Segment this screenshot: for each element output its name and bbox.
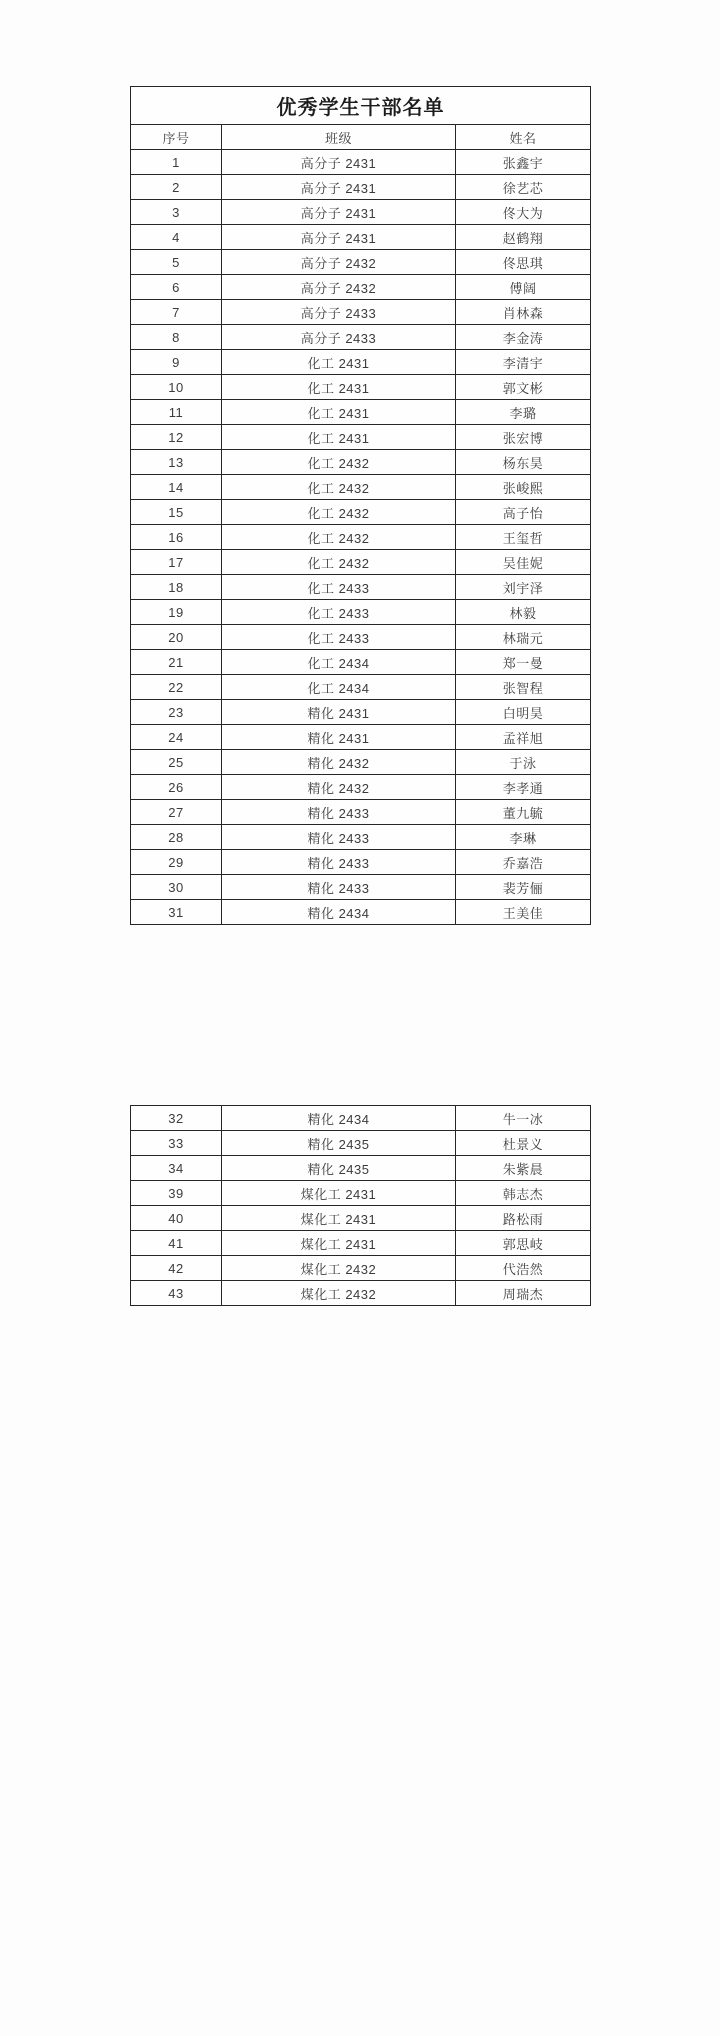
table-row (131, 350, 591, 375)
cell-student-name: 于泳 (456, 750, 591, 775)
cell-student-name: 张峻熙 (456, 475, 591, 500)
table-row (131, 1181, 591, 1206)
cell-student-name: 林毅 (456, 600, 591, 625)
table-body (131, 1106, 591, 1306)
cell-class: 高分子 2432 (222, 250, 456, 275)
cell-student-name: 代浩然 (456, 1256, 591, 1281)
cell-student-name: 张鑫宇 (456, 150, 591, 175)
table-row (131, 1256, 591, 1281)
cell-class: 精化 2435 (222, 1156, 456, 1181)
table-row (131, 475, 591, 500)
cell-class: 精化 2433 (222, 875, 456, 900)
table-row (131, 850, 591, 875)
cell-class: 精化 2434 (222, 900, 456, 925)
table-row (131, 400, 591, 425)
cell-serial-number: 23 (131, 700, 222, 725)
student-cadre-table-page2 (130, 1105, 591, 1306)
cell-serial-number: 34 (131, 1156, 222, 1181)
table-row (131, 425, 591, 450)
cell-student-name: 李孝通 (456, 775, 591, 800)
cell-student-name: 肖林森 (456, 300, 591, 325)
cell-serial-number: 19 (131, 600, 222, 625)
cell-class: 化工 2431 (222, 425, 456, 450)
cell-serial-number: 39 (131, 1181, 222, 1206)
cell-serial-number: 21 (131, 650, 222, 675)
cell-serial-number: 29 (131, 850, 222, 875)
cell-serial-number: 22 (131, 675, 222, 700)
cell-class: 精化 2431 (222, 725, 456, 750)
table-row (131, 625, 591, 650)
table-row (131, 1156, 591, 1181)
table-row (131, 325, 591, 350)
cell-student-name: 韩志杰 (456, 1181, 591, 1206)
cell-serial-number: 12 (131, 425, 222, 450)
cell-student-name: 傅阔 (456, 275, 591, 300)
cell-class: 高分子 2431 (222, 225, 456, 250)
cell-class: 煤化工 2431 (222, 1206, 456, 1231)
table-row (131, 300, 591, 325)
cell-class: 化工 2432 (222, 475, 456, 500)
cell-student-name: 郭思岐 (456, 1231, 591, 1256)
cell-student-name: 李琳 (456, 825, 591, 850)
cell-serial-number: 10 (131, 375, 222, 400)
cell-class: 化工 2432 (222, 525, 456, 550)
cell-serial-number: 41 (131, 1231, 222, 1256)
cell-student-name: 刘宇泽 (456, 575, 591, 600)
cell-student-name: 路松雨 (456, 1206, 591, 1231)
cell-serial-number: 11 (131, 400, 222, 425)
cell-class: 煤化工 2432 (222, 1256, 456, 1281)
cell-student-name: 董九毓 (456, 800, 591, 825)
cell-class: 化工 2432 (222, 550, 456, 575)
table-row (131, 775, 591, 800)
table-row (131, 550, 591, 575)
header-no: 序号 (131, 125, 222, 150)
cell-class: 精化 2431 (222, 700, 456, 725)
cell-serial-number: 26 (131, 775, 222, 800)
cell-serial-number: 7 (131, 300, 222, 325)
table-row (131, 1231, 591, 1256)
cell-student-name: 张智程 (456, 675, 591, 700)
cell-student-name: 郭文彬 (456, 375, 591, 400)
table-row (131, 500, 591, 525)
table-row (131, 900, 591, 925)
cell-student-name: 牛一冰 (456, 1106, 591, 1131)
cell-serial-number: 20 (131, 625, 222, 650)
cell-class: 高分子 2431 (222, 175, 456, 200)
cell-serial-number: 9 (131, 350, 222, 375)
cell-student-name: 周瑞杰 (456, 1281, 591, 1306)
cell-student-name: 李璐 (456, 400, 591, 425)
cell-student-name: 杜景义 (456, 1131, 591, 1156)
cell-serial-number: 27 (131, 800, 222, 825)
student-cadre-table-page1 (130, 86, 591, 925)
table-row (131, 150, 591, 175)
cell-student-name: 佟大为 (456, 200, 591, 225)
cell-class: 高分子 2433 (222, 300, 456, 325)
cell-class: 煤化工 2431 (222, 1181, 456, 1206)
header-name: 姓名 (456, 125, 591, 150)
table-row (131, 375, 591, 400)
title-row (131, 87, 591, 125)
cell-student-name: 白明昊 (456, 700, 591, 725)
cell-class: 精化 2432 (222, 750, 456, 775)
cell-serial-number: 1 (131, 150, 222, 175)
cell-student-name: 裴芳俪 (456, 875, 591, 900)
cell-serial-number: 40 (131, 1206, 222, 1231)
table-row (131, 225, 591, 250)
cell-serial-number: 28 (131, 825, 222, 850)
cell-class: 化工 2431 (222, 400, 456, 425)
cell-serial-number: 17 (131, 550, 222, 575)
cell-serial-number: 14 (131, 475, 222, 500)
cell-student-name: 张宏博 (456, 425, 591, 450)
cell-student-name: 高子怡 (456, 500, 591, 525)
table-row (131, 875, 591, 900)
cell-class: 精化 2432 (222, 775, 456, 800)
cell-class: 化工 2432 (222, 450, 456, 475)
table-row (131, 600, 591, 625)
cell-class: 煤化工 2432 (222, 1281, 456, 1306)
header-class: 班级 (222, 125, 456, 150)
table-row (131, 1206, 591, 1231)
cell-class: 化工 2434 (222, 650, 456, 675)
cell-serial-number: 15 (131, 500, 222, 525)
cell-class: 煤化工 2431 (222, 1231, 456, 1256)
table-row (131, 650, 591, 675)
cell-student-name: 李金涛 (456, 325, 591, 350)
cell-serial-number: 2 (131, 175, 222, 200)
cell-class: 高分子 2432 (222, 275, 456, 300)
table-head (131, 87, 591, 150)
cell-class: 化工 2434 (222, 675, 456, 700)
cell-student-name: 孟祥旭 (456, 725, 591, 750)
cell-serial-number: 42 (131, 1256, 222, 1281)
cell-class: 高分子 2431 (222, 150, 456, 175)
cell-serial-number: 5 (131, 250, 222, 275)
table-row (131, 575, 591, 600)
table-row (131, 525, 591, 550)
table-row (131, 700, 591, 725)
table-row (131, 800, 591, 825)
table-row (131, 1106, 591, 1131)
table-title: 优秀学生干部名单 (131, 87, 591, 125)
table-row (131, 825, 591, 850)
cell-class: 化工 2433 (222, 600, 456, 625)
cell-student-name: 徐艺芯 (456, 175, 591, 200)
cell-student-name: 朱紫晨 (456, 1156, 591, 1181)
cell-class: 化工 2431 (222, 350, 456, 375)
cell-student-name: 李清宇 (456, 350, 591, 375)
cell-class: 化工 2432 (222, 500, 456, 525)
table-row (131, 675, 591, 700)
cell-student-name: 赵鹤翔 (456, 225, 591, 250)
table-row (131, 1131, 591, 1156)
cell-class: 精化 2433 (222, 825, 456, 850)
cell-class: 化工 2433 (222, 575, 456, 600)
cell-class: 高分子 2431 (222, 200, 456, 225)
cell-class: 精化 2434 (222, 1106, 456, 1131)
cell-serial-number: 18 (131, 575, 222, 600)
cell-serial-number: 32 (131, 1106, 222, 1131)
table-row (131, 275, 591, 300)
cell-student-name: 郑一曼 (456, 650, 591, 675)
cell-class: 高分子 2433 (222, 325, 456, 350)
cell-serial-number: 3 (131, 200, 222, 225)
cell-student-name: 吴佳妮 (456, 550, 591, 575)
cell-student-name: 林瑞元 (456, 625, 591, 650)
cell-class: 精化 2433 (222, 850, 456, 875)
table-body (131, 150, 591, 925)
table-row (131, 450, 591, 475)
table-row (131, 750, 591, 775)
header-row (131, 125, 591, 150)
cell-student-name: 王美佳 (456, 900, 591, 925)
table-row (131, 250, 591, 275)
cell-class: 化工 2433 (222, 625, 456, 650)
cell-serial-number: 31 (131, 900, 222, 925)
table-row (131, 725, 591, 750)
cell-serial-number: 8 (131, 325, 222, 350)
table-row (131, 200, 591, 225)
cell-serial-number: 25 (131, 750, 222, 775)
cell-serial-number: 30 (131, 875, 222, 900)
cell-serial-number: 6 (131, 275, 222, 300)
table-row (131, 175, 591, 200)
cell-class: 化工 2431 (222, 375, 456, 400)
cell-serial-number: 33 (131, 1131, 222, 1156)
cell-student-name: 乔嘉浩 (456, 850, 591, 875)
cell-serial-number: 13 (131, 450, 222, 475)
cell-serial-number: 4 (131, 225, 222, 250)
cell-serial-number: 43 (131, 1281, 222, 1306)
cell-class: 精化 2433 (222, 800, 456, 825)
cell-class: 精化 2435 (222, 1131, 456, 1156)
cell-serial-number: 16 (131, 525, 222, 550)
cell-serial-number: 24 (131, 725, 222, 750)
cell-student-name: 佟思琪 (456, 250, 591, 275)
cell-student-name: 王玺哲 (456, 525, 591, 550)
cell-student-name: 杨东昊 (456, 450, 591, 475)
table-row (131, 1281, 591, 1306)
